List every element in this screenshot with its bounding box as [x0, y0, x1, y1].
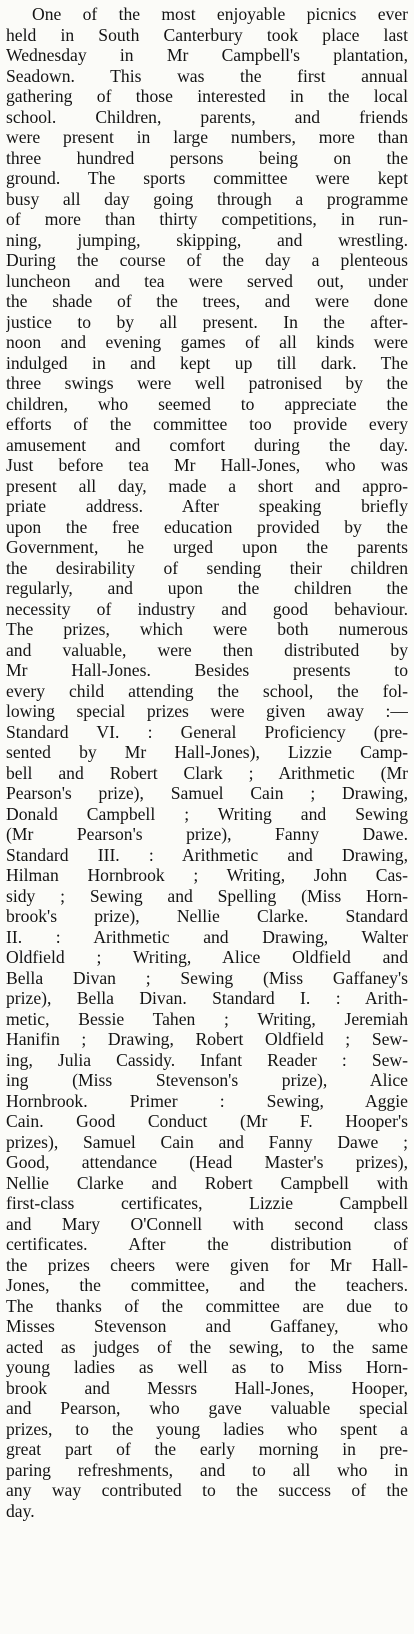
article-line: Nellie Clarke and Robert Campbell with: [6, 1172, 408, 1193]
article-line: Pearson's prize), Samuel Cain ; Drawing,: [6, 783, 408, 803]
article-line: prize), Bella Divan. Standard I. : Arith-: [6, 988, 408, 1008]
article-line: Standard III. : Arithmetic and Drawing,: [6, 844, 408, 865]
article-line: prizes, to the young ladies who spent a: [6, 1418, 408, 1439]
article-line: noon and evening games of all kinds were: [6, 332, 408, 352]
article-line: children, who seemed to appreciate the: [6, 393, 408, 414]
article-line: upon the free education provided by the: [6, 516, 408, 537]
article-line: certificates. After the distribution of: [6, 1234, 408, 1254]
article-line: Mr Hall-Jones. Besides presents to: [6, 660, 408, 680]
article-line: II. : Arithmetic and Drawing, Walter: [6, 926, 408, 947]
article-line: ground. The sports committee were kept: [6, 168, 408, 188]
article-line: Jones, the committee, and the teachers.: [6, 1275, 408, 1295]
article-line: luncheon and tea were served out, under: [6, 270, 408, 291]
article-line: Wednesday in Mr Campbell's plantation,: [6, 45, 408, 65]
article-line: day.: [6, 1500, 35, 1521]
article-line: the prizes cheers were given for Mr Hall-: [6, 1254, 408, 1275]
article-line: were present in large numbers, more than: [6, 127, 408, 147]
article-line: necessity of industry and good behaviour.: [6, 598, 408, 619]
article-line: and valuable, were then distributed by: [6, 639, 408, 660]
article-line: Misses Stevenson and Gaffaney, who: [6, 1316, 408, 1336]
article-line: Cain. Good Conduct (Mr F. Hooper's: [6, 1111, 408, 1131]
article-line: One of the most enjoyable picnics ever: [32, 4, 408, 24]
article-line: amusement and comfort during the day.: [6, 434, 408, 455]
article-line: school. Children, parents, and friends: [6, 106, 408, 127]
article-line: ning, jumping, skipping, and wrestling.: [6, 229, 408, 250]
article-line: (Mr Pearson's prize), Fanny Dawe.: [6, 824, 408, 844]
article-line: The prizes, which were both numerous: [6, 619, 408, 639]
article-line: metic, Bessie Tahen ; Writing, Jeremiah: [6, 1008, 408, 1029]
article-line: Hornbrook. Primer : Sewing, Aggie: [6, 1090, 408, 1111]
article-line: brook and Messrs Hall-Jones, Hooper,: [6, 1377, 408, 1398]
article-line: sidy ; Sewing and Spelling (Miss Horn-: [6, 885, 408, 906]
article-line: Hilman Hornbrook ; Writing, John Cas-: [6, 865, 408, 885]
article-body: [6, 4, 408, 1521]
article-line: present all day, made a short and appro-: [6, 475, 408, 496]
article-line: The thanks of the committee are due to: [6, 1295, 408, 1316]
article-line: justice to by all present. In the after-: [6, 311, 408, 332]
article-line: Donald Campbell ; Writing and Sewing: [6, 803, 408, 824]
article-line: great part of the early morning in pre-: [6, 1439, 408, 1459]
article-line: of more than thirty competitions, in run-: [6, 209, 408, 229]
article-line: busy all day going through a programme: [6, 188, 408, 209]
article-line: Seadown. This was the first annual: [6, 65, 408, 86]
article-line: lowing special prizes were given away :—: [6, 701, 408, 721]
article-line: first-class certificates, Lizzie Campbell: [6, 1193, 408, 1213]
article-line: sented by Mr Hall-Jones), Lizzie Camp-: [6, 742, 408, 762]
article-line: and Mary O'Connell with second class: [6, 1213, 408, 1234]
article-line: efforts of the committee too provide every: [6, 414, 408, 434]
article-line: Good, attendance (Head Master's prizes),: [6, 1152, 408, 1172]
article-line: Just before tea Mr Hall-Jones, who was: [6, 455, 408, 475]
article-line: Hanifin ; Drawing, Robert Oldfield ; Sew-: [6, 1029, 408, 1049]
article-line: regularly, and upon the children the: [6, 578, 408, 598]
article-line: the desirability of sending their children: [6, 557, 408, 578]
article-line: gathering of those interested in the local: [6, 86, 408, 106]
article-line: indulged in and kept up till dark. The: [6, 352, 408, 373]
article-line: Standard VI. : General Proficiency (pre-: [6, 721, 408, 742]
article-line: every child attending the school, the fol-: [6, 680, 408, 701]
article-line: acted as judges of the sewing, to the same: [6, 1336, 408, 1357]
article-line: three hundred persons being on the: [6, 147, 408, 168]
article-line: and Pearson, who gave valuable special: [6, 1398, 408, 1418]
article-line: Government, he urged upon the parents: [6, 537, 408, 557]
article-line: ing (Miss Stevenson's prize), Alice: [6, 1070, 408, 1090]
article-line: paring refreshments, and to all who in: [6, 1459, 408, 1480]
article-line: bell and Robert Clark ; Arithmetic (Mr: [6, 762, 408, 783]
article-line: any way contributed to the success of the: [6, 1480, 408, 1500]
article-line: held in South Canterbury took place last: [6, 24, 408, 45]
article-line: Oldfield ; Writing, Alice Oldfield and: [6, 947, 408, 967]
article-line: Bella Divan ; Sewing (Miss Gaffaney's: [6, 967, 408, 988]
article-line: priate address. After speaking briefly: [6, 496, 408, 516]
article-line: three swings were well patronised by the: [6, 373, 408, 393]
article-line: ing, Julia Cassidy. Infant Reader : Sew-: [6, 1049, 408, 1070]
article-line: prizes), Samuel Cain and Fanny Dawe ;: [6, 1131, 408, 1152]
article-line: brook's prize), Nellie Clarke. Standard: [6, 906, 408, 926]
article-line: young ladies as well as to Miss Horn-: [6, 1357, 408, 1377]
article-line: During the course of the day a plenteous: [6, 250, 408, 270]
article-line: the shade of the trees, and were done: [6, 291, 408, 311]
